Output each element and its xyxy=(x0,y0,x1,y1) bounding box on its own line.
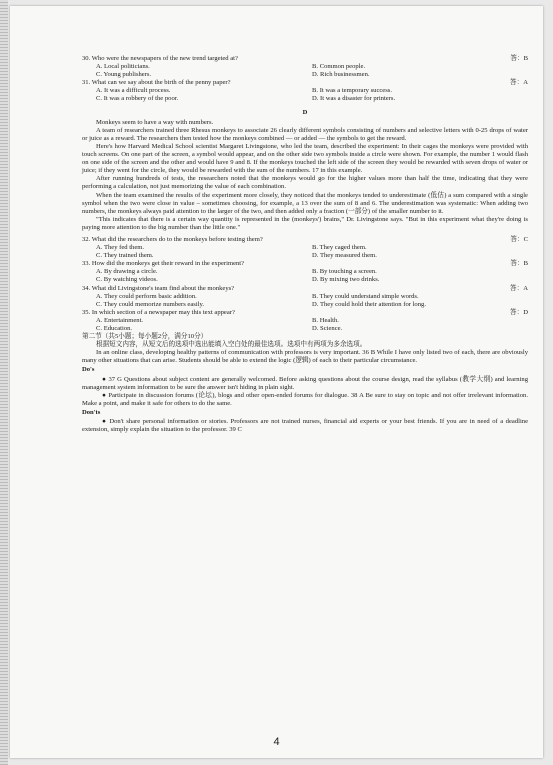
option: A. By drawing a circle. xyxy=(96,268,158,276)
options-row xyxy=(82,317,528,325)
passage-paragraph: "This indicates that there is a certain way quantity is represented in the (monkeys') brains," Dr. Livingstone says. "But in this experiment what they're doing is paying more attention to the big number than the little one." xyxy=(82,215,528,231)
option: B. Health. xyxy=(312,316,339,324)
question-text: 32. What did the researchers do to the monkeys before testing them? xyxy=(82,235,263,243)
question-31 xyxy=(82,79,528,87)
question-text: 33. How did the monkeys get their reward in the experiment? xyxy=(82,260,245,268)
passage-paragraph: After running hundreds of tests, the researchers noted that the monkeys would go for the higher values more than half the time, indicating that they were performing a calculation, not just memorizing the value of each combination. xyxy=(82,175,528,191)
options-row xyxy=(82,325,528,333)
option: C. Young publishers. xyxy=(96,71,152,79)
option: D. They measured them. xyxy=(312,252,377,260)
do-item: ● Participate in discussion forums (论坛), blogs and other open-ended forums for dialogue. 38 A Be sure to stay on topic and not offer irrelevant information. Make a point, and make it safe for others to do the same. xyxy=(82,391,528,407)
options-row xyxy=(82,244,528,252)
options-row xyxy=(82,268,528,276)
option: A. They fed them. xyxy=(96,244,145,252)
passage-paragraph: Monkeys seem to have a way with numbers. xyxy=(96,118,214,126)
options-row xyxy=(82,87,528,95)
option: D. It was a disaster for printers. xyxy=(312,95,396,103)
question-33 xyxy=(82,260,528,268)
option: B. By touching a screen. xyxy=(312,268,377,276)
options-row xyxy=(82,276,528,284)
option: C. By watching videos. xyxy=(96,276,158,284)
option: D. By mixing two drinks. xyxy=(312,276,380,284)
option: B. They could understand simple words. xyxy=(312,292,419,300)
option: B. It was a temporary success. xyxy=(312,87,393,95)
options-row xyxy=(82,252,528,260)
options-row xyxy=(82,63,528,71)
options-row xyxy=(82,95,528,103)
option: A. Entertainment. xyxy=(96,316,144,324)
document-page xyxy=(10,6,543,758)
section-instruction: 根据短文内容，从短文后的选项中选出能填入空白处的最佳选项。选项中有两项为多余选项。 xyxy=(96,341,367,349)
passage-paragraph: A team of researchers trained three Rhesus monkeys to associate 26 clearly different symbols consisting of numbers and selective letters with 0-25 drops of water or juice as a reward. The researchers then tested how the monkeys combined — or added — the symbols to get the reward. xyxy=(82,126,528,142)
dos-heading: Do's xyxy=(82,366,95,374)
question-text: 34. What did Livingstone's team find about the monkeys? xyxy=(82,284,235,292)
option: D. Science. xyxy=(312,325,343,332)
question-text: 30. Who were the newspapers of the new trend targeted at? xyxy=(82,55,238,62)
donts-heading: Don'ts xyxy=(82,408,101,416)
passage-paragraph: Here's how Harvard Medical School scientist Margaret Livingstone, who led the team, described the experiment: In their cages the monkeys were provided with touch screens. On one part of the screen, a symbol would appear, and on the other side two symbols inside a circle were shown. For example, the number 1 would flash on one side of the screen and the other and would have 9 and 8. If the monkeys touched the left side of the screen they would be rewarded with seven drops of water or juice; if they went for the circle, they would be rewarded with the sum of the numbers. 17 in this example. xyxy=(82,142,528,175)
option: D. Rich businessmen. xyxy=(312,71,370,79)
option: A. Local politicians. xyxy=(96,63,150,71)
question-32 xyxy=(82,236,528,244)
answer-mark: 答：B xyxy=(510,260,528,268)
answer-mark: 答：A xyxy=(510,284,528,292)
answer-mark: 答：A xyxy=(510,79,528,87)
answer-mark: 答：B xyxy=(510,55,528,62)
page-number: 4 xyxy=(273,736,280,748)
option: C. They could memorize numbers easily. xyxy=(96,300,205,308)
option: D. They could hold their attention for long. xyxy=(312,300,426,308)
options-row xyxy=(82,293,528,301)
page-content xyxy=(82,55,528,434)
page-stack-edge xyxy=(0,0,8,765)
options-row xyxy=(82,71,528,79)
passage-paragraph: When the team examined the results of the experiment more closely, they noticed that the monkeys tended to underestimate (低估) a sum compared with a single symbol when the two were close in value – sometimes choosing, for example, a 13 over the sum of 8 and 6. The underestimation was systematic: When adding two numbers, the monkeys always paid attention to the larger of the two, and then added only a fraction (一部分) of the smaller number to it. xyxy=(82,191,528,215)
question-34 xyxy=(82,285,528,293)
option: C. It was a robbery of the poor. xyxy=(96,95,179,103)
options-row xyxy=(82,301,528,309)
question-text: 35. In which section of a newspaper may this text appear? xyxy=(82,308,235,316)
option: C. Education. xyxy=(96,325,133,332)
dont-item: ● Don't share personal information or stories. Professors are not trained nurses, financial aid experts or your best friends. If you are in need of a deadline extension, simply explain the situation to the professor. 39 C xyxy=(82,418,528,434)
option: A. It was a difficult process. xyxy=(96,87,171,95)
option: A. They could perform basic addition. xyxy=(96,292,197,300)
section-header: 第二节（共5小题；每小题2分，满分10分） xyxy=(82,333,208,341)
option: B. They caged them. xyxy=(312,244,367,252)
section-intro: In an online class, developing healthy patterns of communication with professors is very important. 36 B While I have only listed two of each, there are obviously many other situations that can arise. Students should be able to extend the logic (逻辑) of each to their particular circumstance. xyxy=(82,349,528,365)
answer-mark: 答：C xyxy=(510,235,528,243)
question-30 xyxy=(82,55,528,63)
do-item: ● 37 G Questions about subject content are generally welcomed. Before asking questions about the course design, read the syllabus (教学大纲) and learning management system information to be sure the answer isn't hiding in plain sight. xyxy=(82,375,528,391)
option: B. Common people. xyxy=(312,63,366,71)
question-text: 31. What can we say about the birth of the penny paper? xyxy=(82,79,231,87)
passage-letter: D xyxy=(302,108,308,116)
option: C. They trained them. xyxy=(96,252,154,260)
question-35 xyxy=(82,309,528,317)
answer-mark: 答：D xyxy=(510,308,528,316)
